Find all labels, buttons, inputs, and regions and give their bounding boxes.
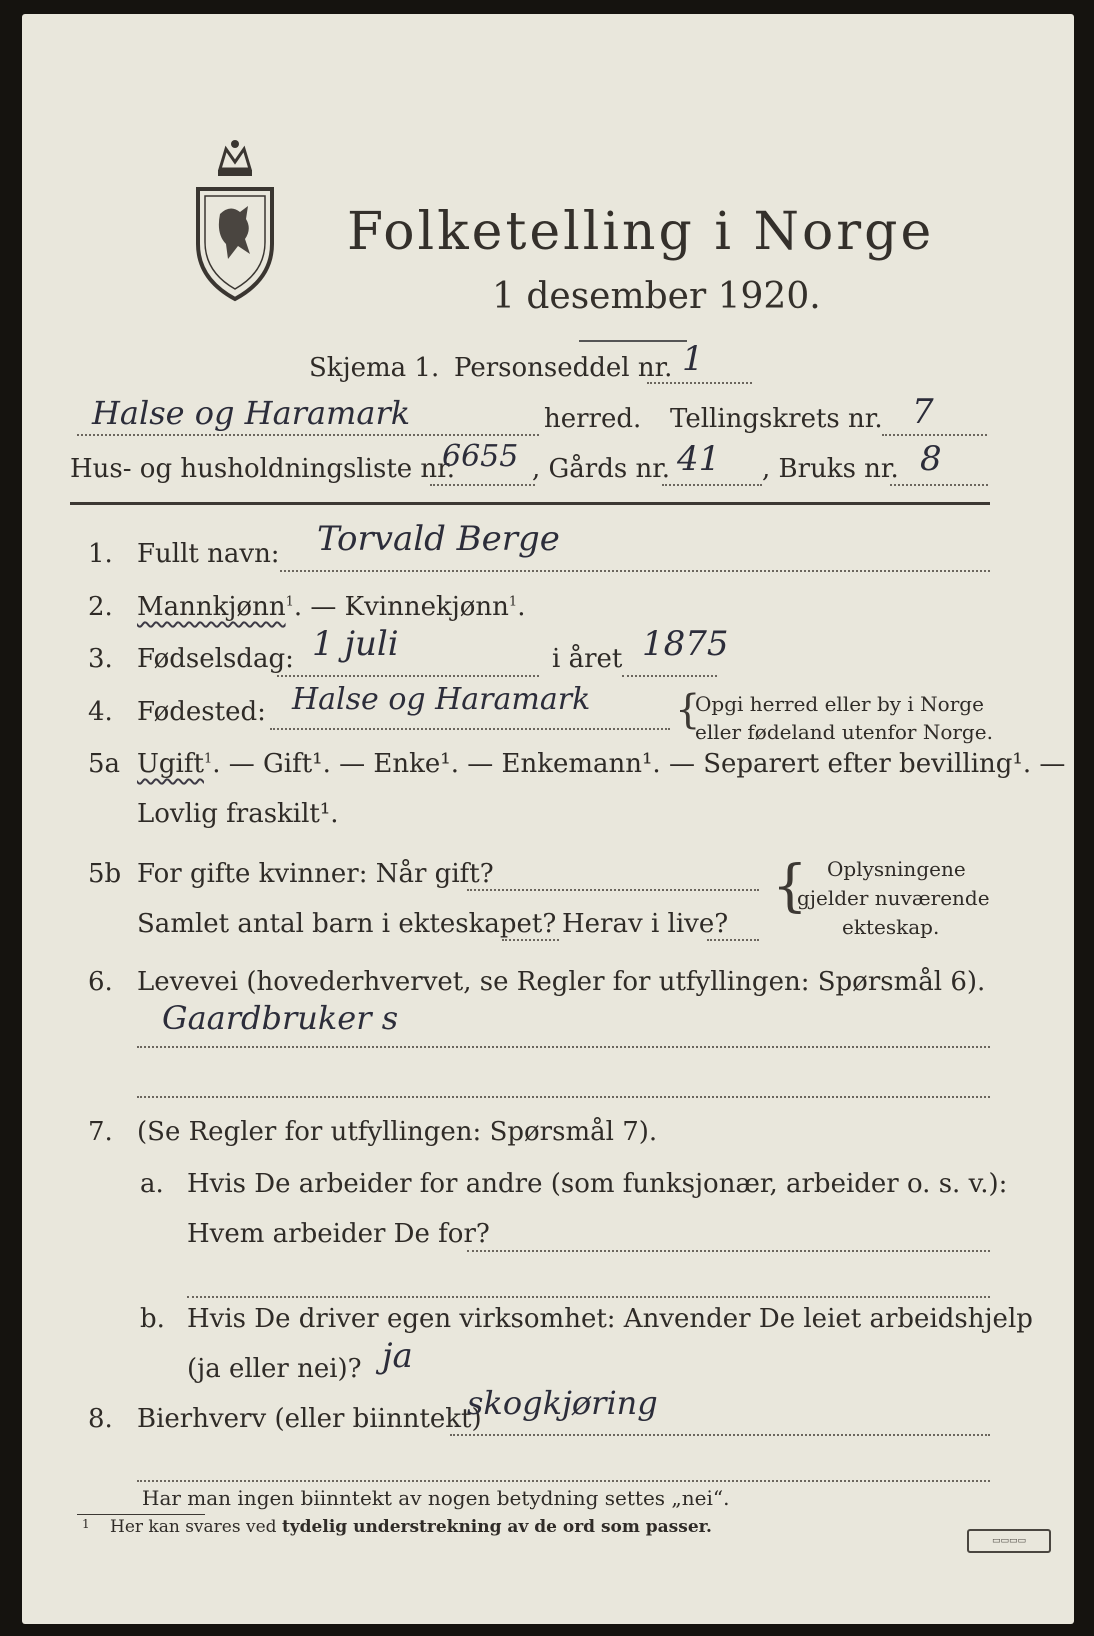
personseddel-label: Personseddel nr. — [454, 353, 673, 383]
q5a-number: 5a — [88, 749, 121, 779]
q5b-note2: gjelder nuværende — [797, 886, 990, 910]
q8-label: Bierhverv (eller biinntekt) — [137, 1404, 482, 1434]
footer-note: Har man ingen biinntekt av nogen betydning settes „nei“. — [142, 1486, 730, 1510]
q2-male-option: Mannkjønn — [137, 592, 286, 622]
census-form-paper: Folketelling i Norge 1 desember 1920. Skjema 1. Personseddel nr. 1 Halse og Haramark herred. Tellingskrets nr. 7 Hus- og husholdningsliste nr. 6655 , Gårds nr. 41 , Bruks nr. 8 1. Fullt navn: Torvald Berge 2. Mannkjønn$^1$. — Kvinnekjønn$^1$. 3. Fødselsdag: 1 juli i året 1875 4. Fødested: Halse og Haramark { Opgi herred eller by i Norge eller fødeland utenfor Norge. 5a Ugift$^1$. — Gift¹. — Enke¹. — Enkemann¹. — Separert efter bevilling¹. — Lovlig fraskilt¹. 5b For gifte kvinner: Når gift? Samlet antal barn i ekteskapet? Herav i live? { Oplysningene gjelder nuværende ekteskap. 6. Levevei (hovederhvervet, se Regler for utfyllingen: Spørsmål 6). Gaardbruker s 7. (Se Regler for utfyllingen: Spørsmål 7). a. Hvis De arbeider for andre (som funksjonær, arbeider o. s. v.): Hvem arbeider De for? b. Hvis De driver egen virksomhet: Anvender De leiet arbeidshjelp (ja eller nei)? ja 8. Bierhverv (eller biinntekt) skogkjøring Har man ingen biinntekt av nogen betydning settes „nei“. 1 Her kan svares ved tydelig understrekning av de ord som passer. ▭▭▭▭ — [22, 14, 1074, 1624]
personseddel-value: 1 — [682, 339, 704, 379]
footnote-mark: 1 — [82, 1517, 90, 1531]
herred-label: herred. — [544, 404, 642, 434]
q3-number: 3. — [88, 644, 113, 674]
norway-coat-of-arms-icon — [190, 134, 280, 304]
q8-number: 8. — [88, 1404, 113, 1434]
tellingskrets-label: Tellingskrets nr. — [670, 404, 883, 434]
q7b-line1: Hvis De driver egen virksomhet: Anvender De leiet arbeidshjelp — [187, 1304, 1033, 1334]
q1-full-name-value: Torvald Berge — [317, 519, 560, 559]
q4-note-line1: Opgi herred eller by i Norge — [695, 692, 984, 716]
q7a-letter: a. — [140, 1169, 164, 1199]
q4-label: Fødested: — [137, 697, 266, 727]
q7b-line2: (ja eller nei)? — [187, 1354, 362, 1384]
title-divider — [579, 340, 687, 342]
q6-label: Levevei (hovederhvervet, se Regler for utfyllingen: Spørsmål 6). — [137, 967, 986, 997]
q7b-value: ja — [382, 1336, 413, 1376]
q5b-note3: ekteskap. — [842, 915, 940, 939]
hus-label: Hus- og husholdningsliste nr. — [70, 454, 456, 484]
q2-number: 2. — [88, 592, 113, 622]
q5b-married-when: For gifte kvinner: Når gift? — [137, 859, 494, 889]
q7a-line1: Hvis De arbeider for andre (som funksjonær, arbeider o. s. v.): — [187, 1169, 1008, 1199]
bruks-label: , Bruks nr. — [762, 454, 899, 484]
header-divider — [70, 502, 990, 505]
q3-birthday-value: 1 juli — [312, 624, 399, 664]
herred-value: Halse og Haramark — [92, 394, 411, 432]
q5a-line2: Lovlig fraskilt¹. — [137, 799, 339, 829]
q3-label: Fødselsdag: — [137, 644, 294, 674]
footnote-text: Her kan svares ved tydelig understrekning av de ord som passer. — [110, 1517, 712, 1537]
q7b-letter: b. — [140, 1304, 165, 1334]
q7-label: (Se Regler for utfyllingen: Spørsmål 7). — [137, 1117, 658, 1147]
q5b-children-alive: Herav i live? — [562, 909, 729, 939]
q3-year-label: i året — [552, 644, 623, 674]
q8-side-income-value: skogkjøring — [467, 1384, 658, 1422]
q5b-children-total: Samlet antal barn i ekteskapet? — [137, 909, 557, 939]
q5b-note1: Oplysningene — [827, 857, 966, 881]
q2-female-option: Kvinnekjønn — [344, 592, 509, 622]
gards-value: 41 — [677, 439, 721, 479]
q7a-employer-label: Hvem arbeider De for? — [187, 1219, 490, 1249]
q6-number: 6. — [88, 967, 113, 997]
printer-stamp: ▭▭▭▭ — [967, 1529, 1051, 1553]
census-date: 1 desember 1920. — [492, 276, 821, 317]
q1-label: Fullt navn: — [137, 539, 280, 569]
q5a-status-options: Ugift$^1$. — Gift¹. — Enke¹. — Enkemann¹. — Separert efter bevilling¹. — — [137, 749, 1066, 779]
tellingskrets-value: 7 — [912, 392, 934, 432]
q4-note-line2: eller fødeland utenfor Norge. — [695, 720, 993, 744]
q5b-number: 5b — [88, 859, 122, 889]
q5a-ugift-option: Ugift — [137, 749, 204, 779]
q6-occupation-value: Gaardbruker s — [162, 999, 399, 1037]
q3-year-value: 1875 — [642, 624, 729, 664]
q1-number: 1. — [88, 539, 113, 569]
gards-label: , Gårds nr. — [532, 454, 671, 484]
q2-sex-options: Mannkjønn$^1$. — Kvinnekjønn$^1$. — [137, 592, 526, 622]
q4-number: 4. — [88, 697, 113, 727]
form-title: Folketelling i Norge — [347, 202, 935, 262]
q4-birthplace-value: Halse og Haramark — [292, 682, 591, 717]
hus-value: 6655 — [442, 439, 519, 474]
q7-number: 7. — [88, 1117, 113, 1147]
skjema-label: Skjema 1. — [309, 353, 440, 383]
bruks-value: 8 — [920, 439, 942, 479]
